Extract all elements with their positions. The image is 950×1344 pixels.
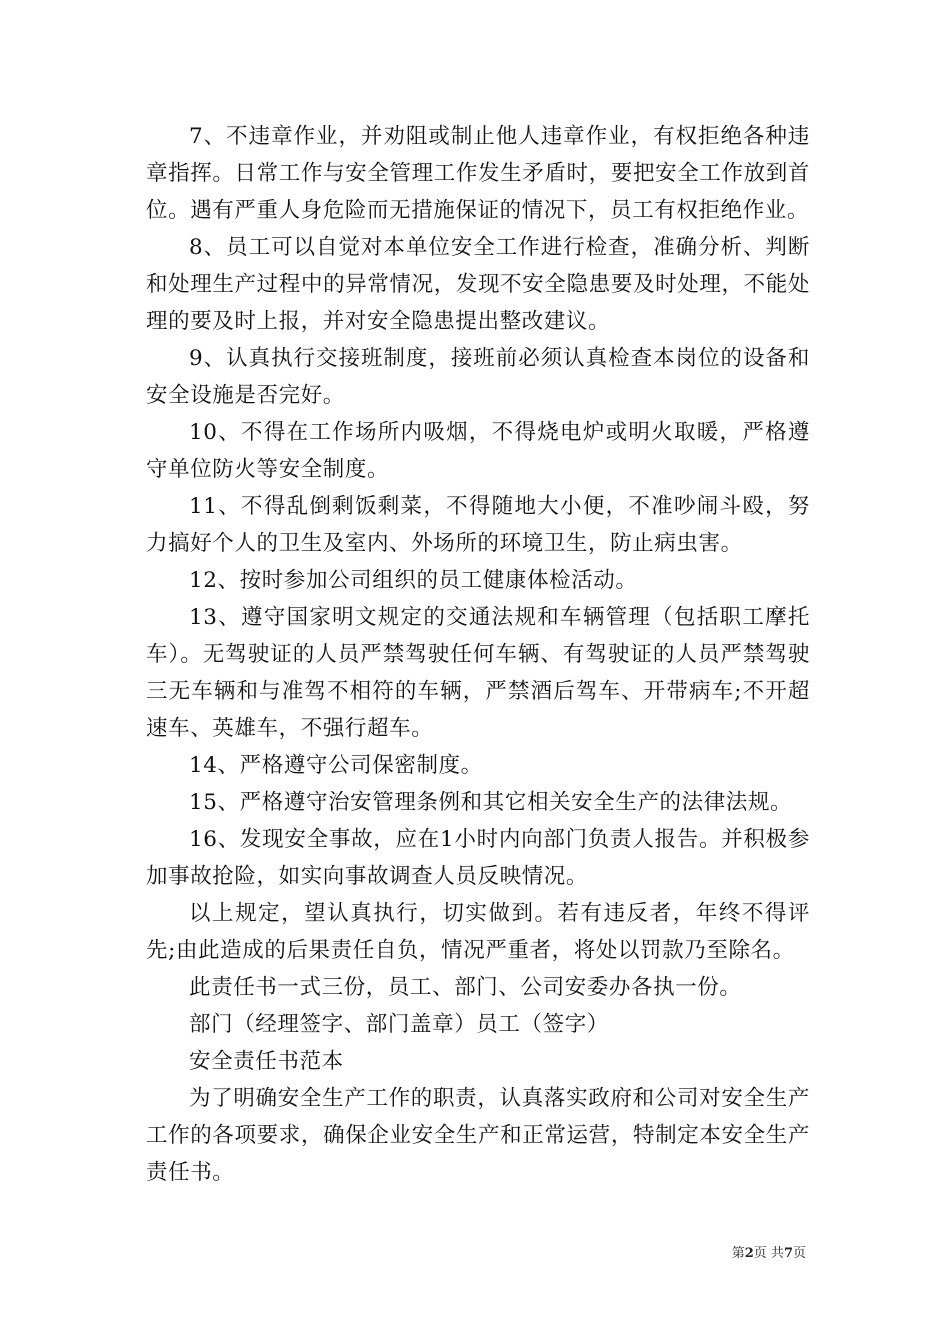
footer-prefix: 第	[731, 1246, 745, 1261]
section-title: 安全责任书范本	[189, 1049, 344, 1074]
paragraph-rule-13: 13、遵守国家明文规定的交通法规和车辆管理（包括职工摩托车）。无驾驶证的人员严禁驾驶任何车辆、有驾驶证的人员严禁驾驶三无车辆和与准驾不相符的车辆，严禁酒后驾车、开带病车;不开超速车、英雄车，不强行超车。	[146, 605, 810, 741]
footer-middle: 页 共	[753, 1246, 784, 1261]
paragraph-rule-15: 15、严格遵守治安管理条例和其它相关安全生产的法律法规。	[189, 790, 793, 815]
footer-total-pages: 7	[783, 1246, 793, 1261]
paragraph-rule-12: 12、按时参加公司组织的员工健康体检活动。	[189, 568, 638, 593]
paragraph-closing-note: 以上规定，望认真执行，切实做到。若有违反者，年终不得评先;由此造成的后果责任自负，情况严重者，将处以罚款乃至除名。	[146, 901, 810, 963]
footer-current-page: 2	[744, 1246, 754, 1261]
page-footer	[732, 1245, 806, 1263]
paragraph-rule-14: 14、严格遵守公司保密制度。	[189, 753, 483, 778]
paragraph-rule-16: 16、发现安全事故，应在1小时内向部门负责人报告。并积极参加事故抢险，如实向事故调查人员反映情况。	[146, 827, 810, 889]
paragraph-signature-line: 部门（经理签字、部门盖章）员工（签字）	[189, 1012, 609, 1037]
paragraph-intro: 为了明确安全生产工作的职责，认真落实政府和公司对安全生产工作的各项要求，确保企业安全生产和正常运营，特制定本安全生产责任书。	[146, 1086, 810, 1185]
paragraph-rule-10: 10、不得在工作场所内吸烟，不得烧电炉或明火取暖，严格遵守单位防火等安全制度。	[146, 420, 810, 482]
paragraph-rule-7: 7、不违章作业，并劝阻或制止他人违章作业，有权拒绝各种违章指挥。日常工作与安全管理工作发生矛盾时，要把安全工作放到首位。遇有严重人身危险而无措施保证的情况下，员工有权拒绝作业。	[146, 124, 810, 223]
footer-suffix: 页	[792, 1246, 806, 1261]
document-body	[146, 118, 810, 1191]
paragraph-rule-11: 11、不得乱倒剩饭剩菜，不得随地大小便，不准吵闹斗殴，努力搞好个人的卫生及室内、外场所的环境卫生，防止病虫害。	[146, 494, 810, 556]
paragraph-rule-9: 9、认真执行交接班制度，接班前必须认真检查本岗位的设备和安全设施是否完好。	[146, 346, 810, 408]
paragraph-rule-8: 8、员工可以自觉对本单位安全工作进行检查，准确分析、判断和处理生产过程中的异常情况，发现不安全隐患要及时处理，不能处理的要及时上报，并对安全隐患提出整改建议。	[146, 235, 810, 334]
paragraph-copies-note: 此责任书一式三份，员工、部门、公司安委办各执一份。	[189, 975, 742, 1000]
